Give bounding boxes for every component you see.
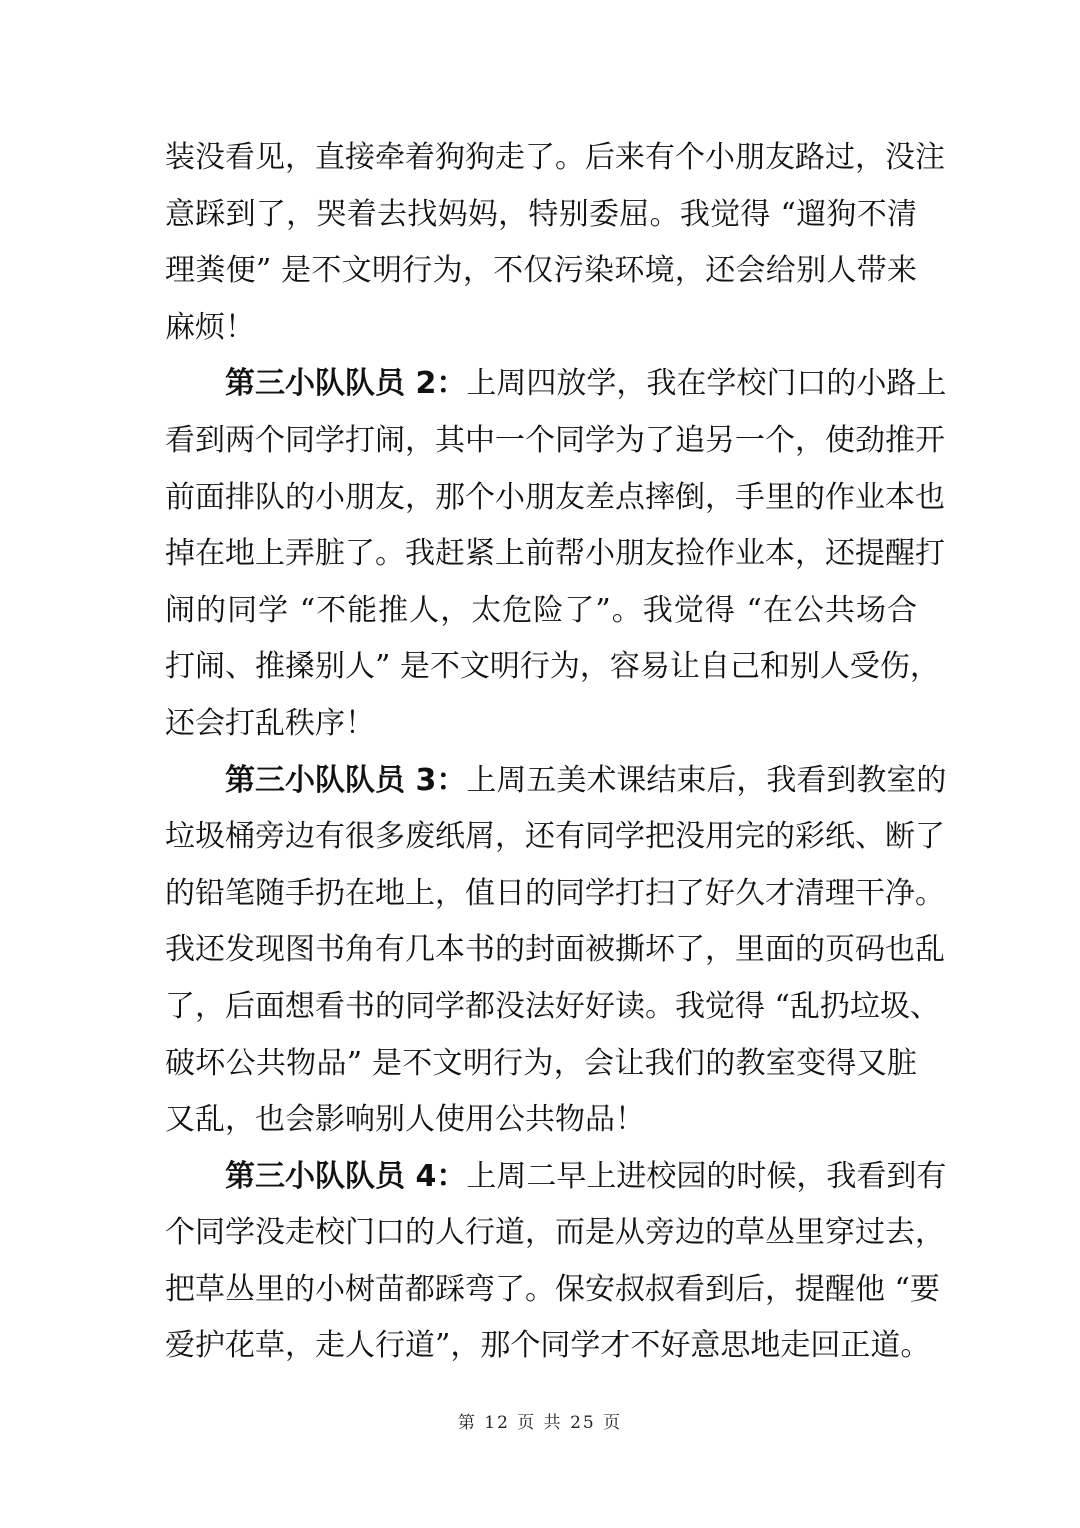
text-line: 闹的同学 “不能推人，太危险了”。我觉得 “在公共场合 [165,592,917,628]
text-line: 打闹、推搡别人” 是不文明行为，容易让自己和别人受伤， [165,649,940,685]
speaker-label: 第三小队队员 4： [225,1158,467,1194]
text-line: 的铅笔随手扔在地上，值日的同学打扫了好久才清理干净。 [165,875,945,911]
text-line: 把草丛里的小树苗都踩弯了。保安叔叔看到后，提醒他 “要 [165,1271,940,1307]
text-span: 上周二早上进校园的时候，我看到有 [466,1158,947,1194]
text-line: 垃圾桶旁边有很多废纸屑，还有同学把没用完的彩纸、断了 [165,819,945,855]
text-line: 又乱，也会影响别人使用公共物品！ [165,1102,645,1138]
text-line: 还会打乱秩序！ [165,705,375,741]
text-line: 了，后面想看书的同学都没法好好读。我觉得 “乱扔垃圾、 [165,988,940,1024]
text-line: 破坏公共物品” 是不文明行为，会让我们的教室变得又脏 [165,1045,917,1081]
paragraph-first-line [165,356,947,413]
text-line: 爱护花草，走人行道”，那个同学才不好意思地走回正道。 [165,1328,931,1364]
text-line: 掉在地上弄脏了。我赶紧上前帮小朋友捡作业本，还提醒打 [165,536,945,572]
text-line: 意踩到了，哭着去找妈妈，特别委屈。我觉得 “遛狗不清 [165,196,917,232]
text-span: 上周五美术课结束后，我看到教室的 [466,762,947,798]
text-line: 理粪便” 是不文明行为，不仅污染环境，还会给别人带来 [165,253,917,289]
speaker-label: 第三小队队员 2： [225,366,467,402]
page-footer: 第 12 页 共 25 页 [457,1413,623,1433]
body-text [165,130,947,1375]
text-line: 装没看见，直接牵着狗狗走了。后来有个小朋友路过，没注 [165,140,945,175]
text-line: 看到两个同学打闹，其中一个同学为了追另一个，使劲推开 [165,422,945,458]
paragraph-first-line [165,753,947,810]
text-line: 麻烦！ [165,309,255,345]
text-line: 我还发现图书角有几本书的封面被撕坏了，里面的页码也乱 [165,932,945,968]
speaker-label: 第三小队队员 3： [225,762,467,798]
text-line: 前面排队的小朋友，那个小朋友差点摔倒，手里的作业本也 [165,479,945,515]
paragraph-first-line [165,1149,947,1206]
text-line: 个同学没走校门口的人行道，而是从旁边的草丛里穿过去， [165,1215,945,1251]
text-span: 上周四放学，我在学校门口的小路上 [466,366,947,402]
